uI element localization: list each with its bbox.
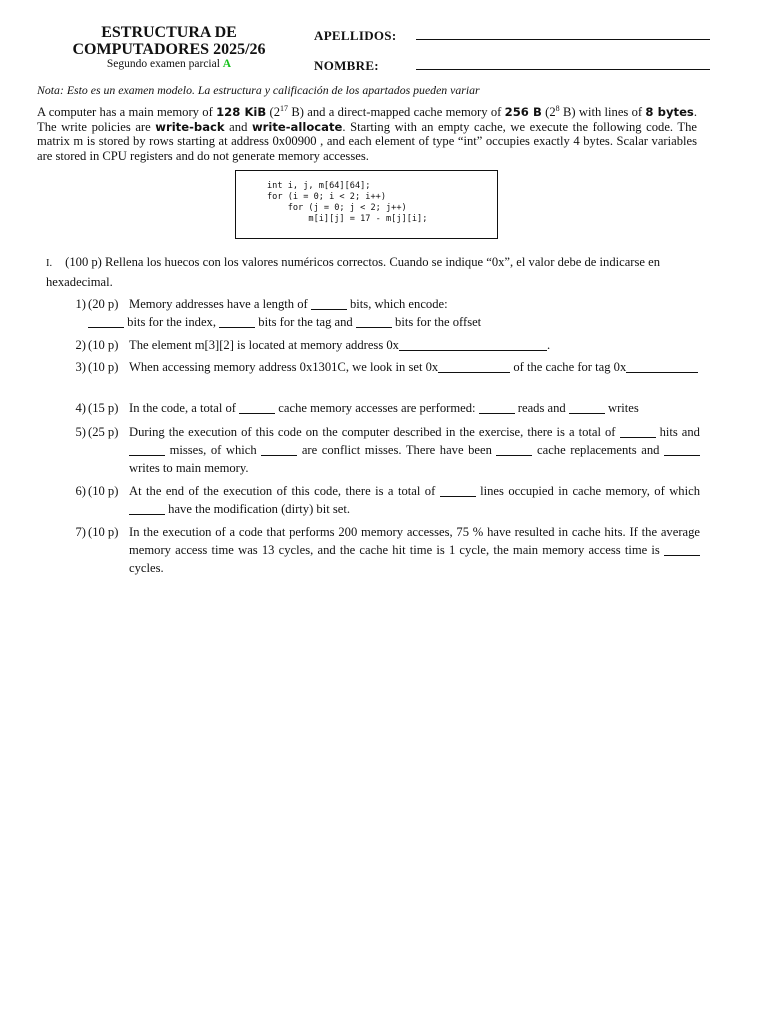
item-4: 4) (15 p) In the code, a total of cache memory accesses are performed: reads and writes xyxy=(75,401,639,415)
course-title-line1: ESTRUCTURA DE xyxy=(101,24,237,41)
course-title xyxy=(56,24,282,58)
exercise-statement: A computer has a main memory of 128 KiB ($2^{17}$ B) and a direct-mapped cache memory of 256 B ($2^8$ B) with lines of 8 bytes. The write policies are write-back and write-allocate. Starting with an empty cache, we execute the following code. The matrix m is stored by rows starting at address 0x00900 , and each element of type “int” occupies exactly 4 bytes. Scalar variables are stored in CPU registers and do not generate memory accesses. xyxy=(37,103,698,163)
answer-tag-bits[interactable] xyxy=(219,315,255,328)
item-5: 5) (25 p) During the execution of this code on the computer described in the exercise, there is a total of hits and misses, of which are conflict misses. There have been cache replacements and writes to main memory. xyxy=(75,425,700,475)
answer-offset-bits[interactable] xyxy=(356,315,392,328)
nombre-label: NOMBRE: xyxy=(314,58,379,73)
code-listing: int i, j, m[64][64]; for (i = 0; i < 2; i++) for (j = 0; j < 2; j++) m[i][j] = 17 - m[j][i]; xyxy=(267,181,428,224)
item-7: 7) (10 p) In the execution of a code that performs 200 memory accesses, 75 % have resulted in cache hits. If the average memory access time was 13 cycles, and the cache hit time is 1 cycle, the main memory access time is cycles. xyxy=(75,525,700,575)
answer-element-address[interactable] xyxy=(399,338,547,351)
exam-subtitle-text: Segundo examen parcial xyxy=(106,58,220,70)
item-6: 6) (10 p) At the end of the execution of this code, there is a total of lines occupied in cache memory, of which have the modification (dirty) bit set. xyxy=(75,484,700,516)
exam-subtitle xyxy=(56,58,282,70)
answer-reads[interactable] xyxy=(479,401,515,414)
apellidos-label: APELLIDOS: xyxy=(314,28,397,43)
question-text: (100 p) Rellena los huecos con los valores numéricos correctos. Cuando se indique “0x”, el valor debe de indicarse en hexadecimal. xyxy=(46,255,661,289)
answer-hits[interactable] xyxy=(620,425,656,438)
question-number: I. xyxy=(46,258,53,269)
nombre-field[interactable] xyxy=(416,69,710,70)
apellidos-field[interactable] xyxy=(416,39,710,40)
answer-writes[interactable] xyxy=(569,401,605,414)
item-2: 2) (10 p) The element m[3][2] is located at memory address 0x . xyxy=(75,338,551,352)
answer-replacements[interactable] xyxy=(496,443,532,456)
answer-memory-access-time[interactable] xyxy=(664,543,700,556)
exam-variant: A xyxy=(222,58,232,70)
course-title-line2: COMPUTADORES 2025/26 xyxy=(72,41,266,58)
answer-tag[interactable] xyxy=(626,360,698,373)
item-3: 3) (10 p) When accessing memory address 0x1301C, we look in set 0x of the cache for tag 0x xyxy=(70,358,730,376)
exam-note: Nota: Esto es un examen modelo. La estructura y calificación de los apartados pueden variar xyxy=(37,83,480,97)
answer-set[interactable] xyxy=(438,360,510,373)
code-block xyxy=(235,170,498,239)
answer-conflict-misses[interactable] xyxy=(261,443,297,456)
question-header xyxy=(46,253,698,291)
item-1: 1) (20 p) Memory addresses have a length of bits, which encode: bits for the index, bits for the tag and bits for the offset xyxy=(75,297,482,329)
answer-occupied-lines[interactable] xyxy=(440,484,476,497)
answer-misses[interactable] xyxy=(129,443,165,456)
answer-index-bits[interactable] xyxy=(88,315,124,328)
answer-address-length[interactable] xyxy=(311,297,347,310)
answer-dirty-lines[interactable] xyxy=(129,502,165,515)
answer-memory-writes[interactable] xyxy=(664,443,700,456)
answer-total-accesses[interactable] xyxy=(239,401,275,414)
